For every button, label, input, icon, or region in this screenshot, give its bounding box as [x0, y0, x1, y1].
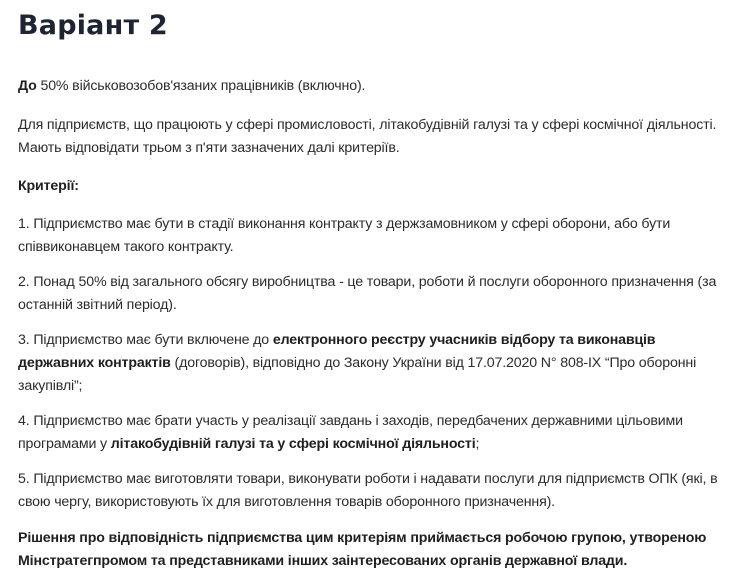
decision-paragraph: Рішення про відповідність підприємства цим критеріям приймається робочою групою, утвореною Мінстратегпромом та представниками інших заінтересованих органів державної влади.: [18, 530, 707, 569]
criteria-heading: Критерії:: [18, 178, 79, 194]
criterion-text-after: (договорів), відповідно до Закону України від 17.07.2020 N° 808-IX “Про оборонні закупівлі”;: [18, 355, 697, 394]
criterion-number: 4.: [18, 413, 30, 429]
criterion-number: 1.: [18, 216, 30, 232]
page-title: Варіант 2: [18, 10, 168, 41]
employee-limit-paragraph: [18, 75, 722, 98]
criterion-text-after: ;: [475, 436, 480, 452]
intro-line-1: Для підприємств, що працюють у сфері промисловості, літакобудівній галузі та у сфері космічної діяльності.: [18, 117, 717, 133]
criterion-5: [18, 468, 722, 514]
criterion-2: [18, 271, 722, 317]
criterion-1: [18, 213, 722, 259]
intro-paragraph: [18, 114, 722, 160]
criterion-bold-industry: літакобудівній галузі та у сфері космічної діяльності: [110, 436, 476, 452]
limit-text: 50% військовозобов'язаних працівників (включно).: [36, 78, 366, 94]
intro-line-2: Мають відповідати трьом з п'яти зазначених далі критеріїв.: [18, 140, 400, 156]
criterion-number: 5.: [18, 471, 30, 487]
limit-bold-prefix: До: [18, 78, 37, 94]
criterion-4: [18, 410, 722, 456]
criterion-text-before: Підприємство має бути включене до: [29, 332, 273, 348]
criterion-bold-registry: електронного реєстру учасників відбору та виконавців державних контрактів: [18, 332, 656, 371]
criterion-number: 2.: [18, 274, 30, 290]
criterion-3: [18, 329, 722, 398]
criterion-text: Понад 50% від загального обсягу виробництва - це товари, роботи й послуги оборонного призначення (за останній звітний період).: [18, 274, 717, 313]
criterion-number: 3.: [18, 332, 30, 348]
criterion-text-before: Підприємство має брати участь у реалізації завдань і заходів, передбачених державними цільовими програмами у: [18, 413, 683, 452]
criterion-text: Підприємство має виготовляти товари, виконувати роботи і надавати послуги для підприємств ОПК (які, в свою чергу, використовують їх для виготовлення товарів оборонного призначення).: [18, 471, 718, 510]
criterion-text: Підприємство має бути в стадії виконання контракту з держзамовником у сфері оборони, або бути співвиконавцем такого контракту.: [18, 216, 671, 255]
